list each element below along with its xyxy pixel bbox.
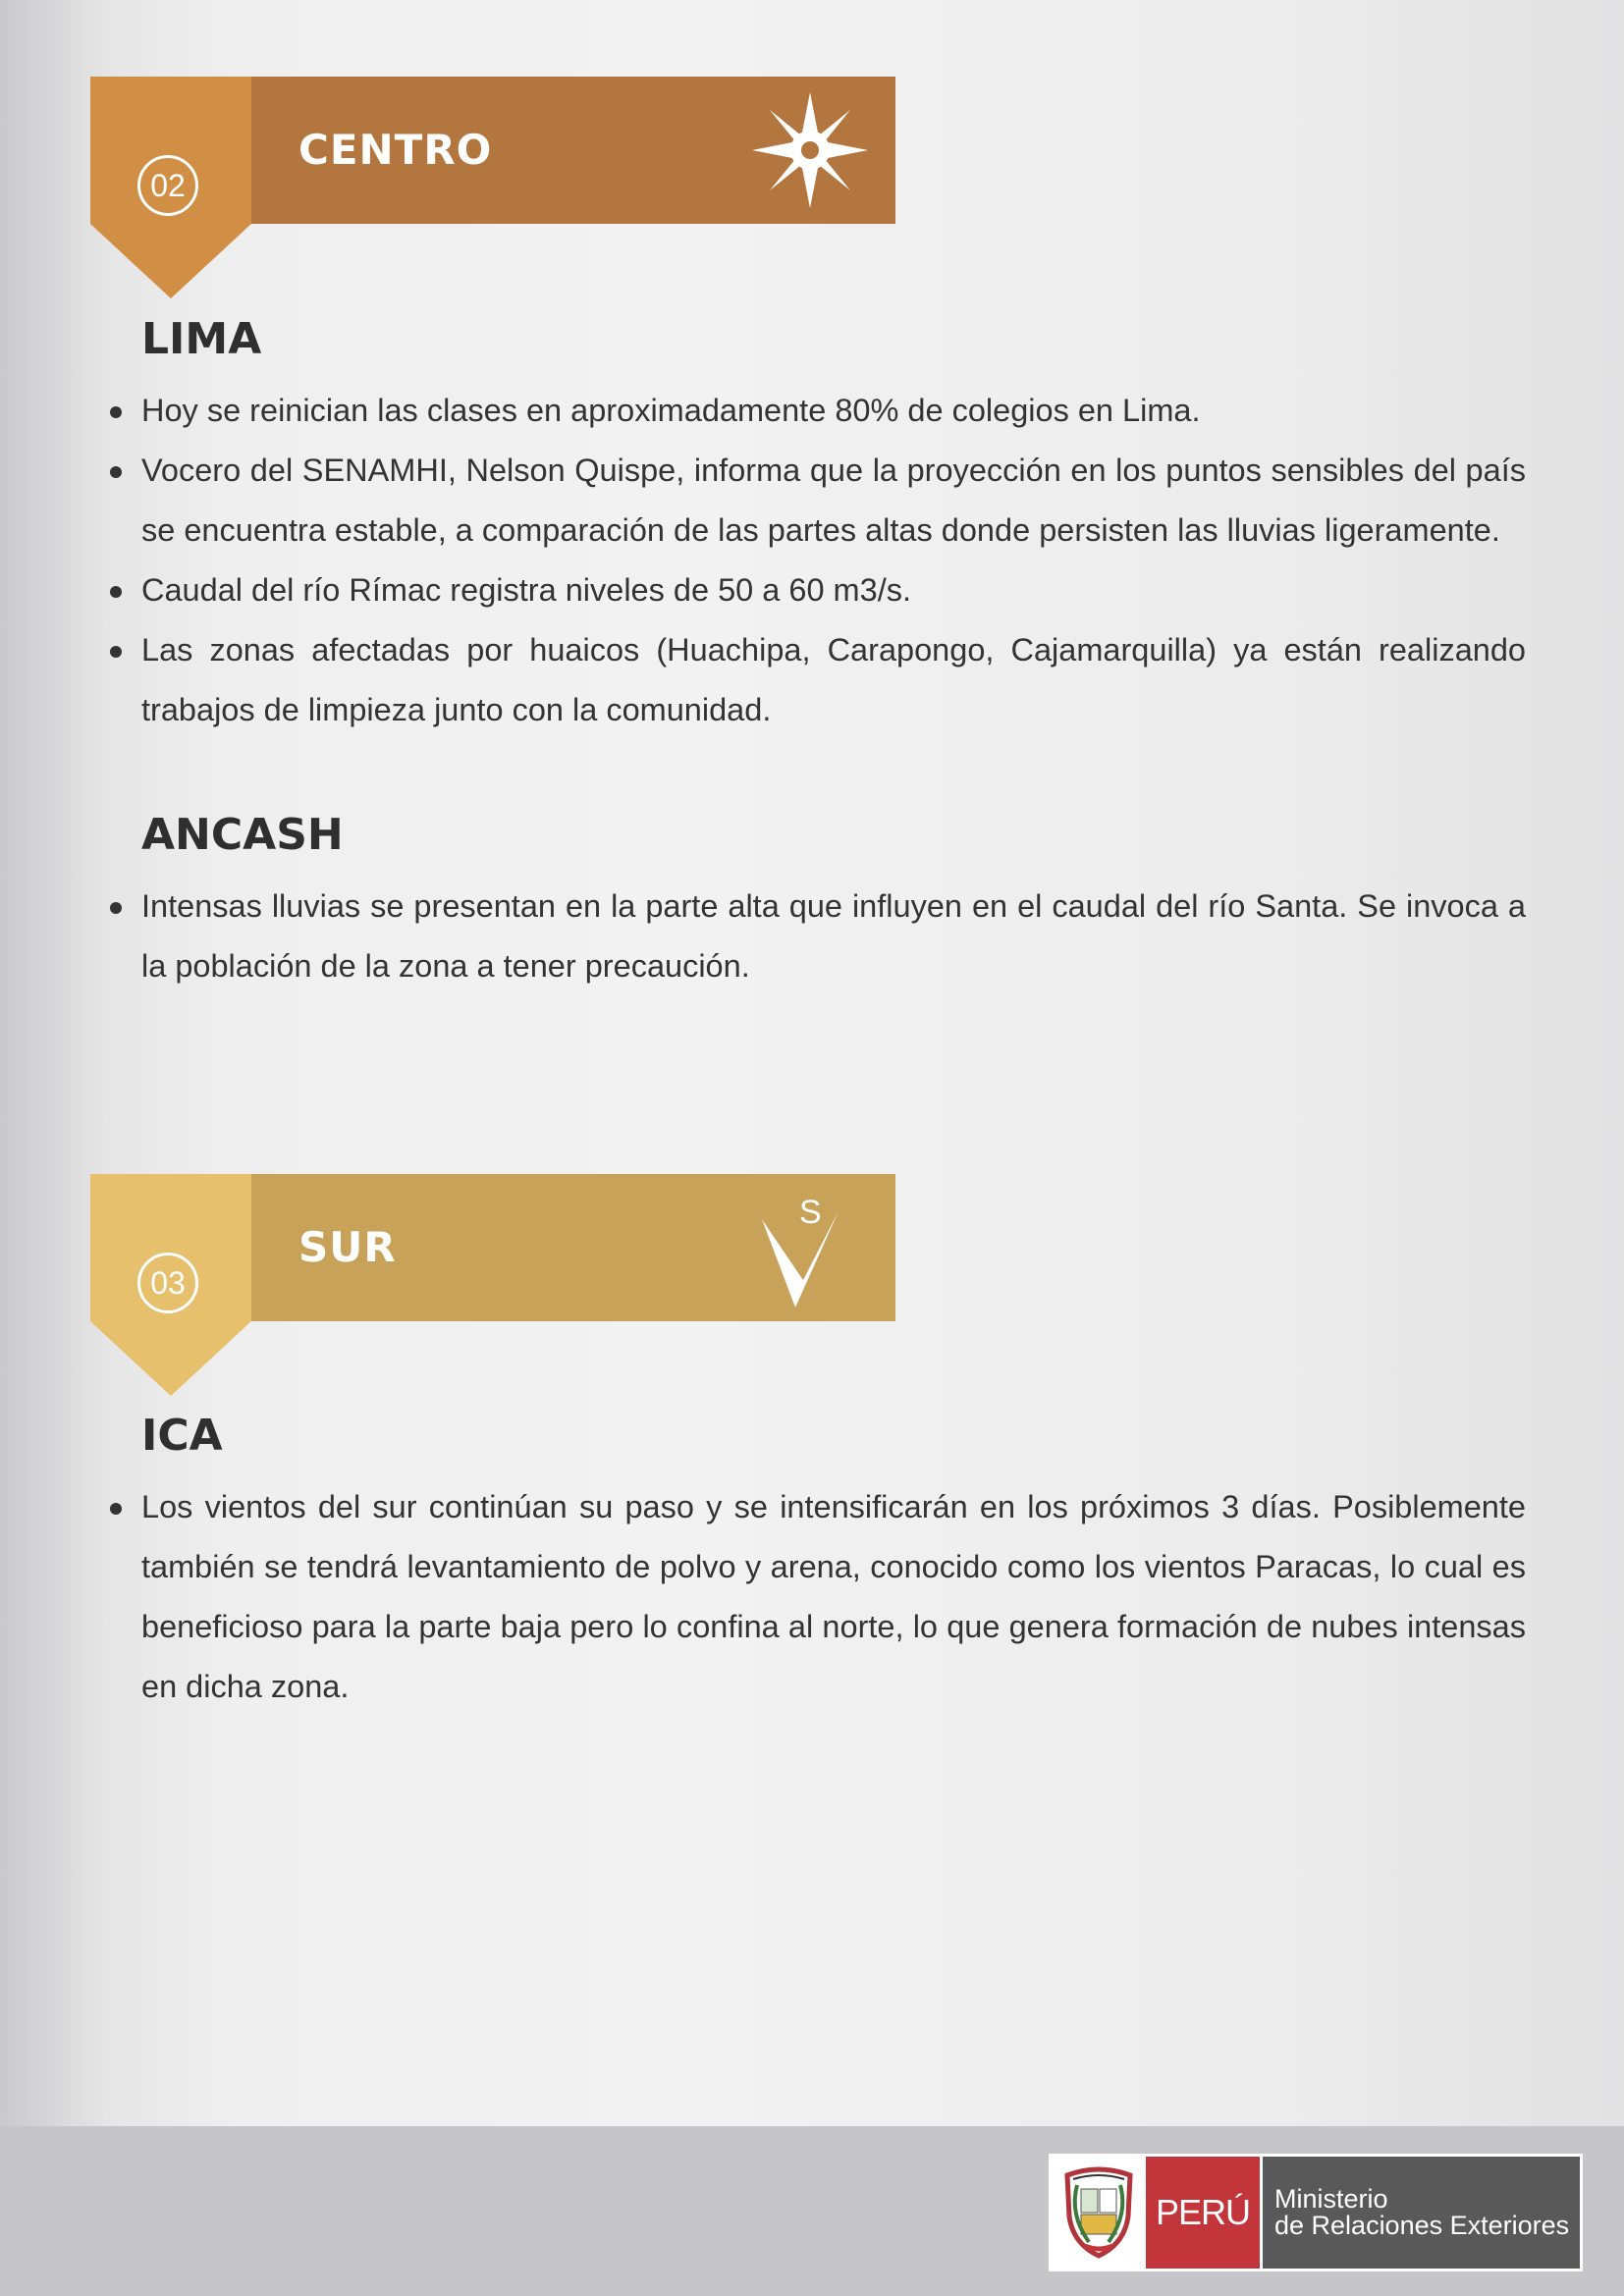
icon-letter: S <box>799 1194 822 1231</box>
section-header-sur <box>90 1174 895 1321</box>
region-lima <box>141 312 1526 740</box>
list-item: Las zonas afectadas por huaicos (Huachipa, Carapongo, Cajamarquilla) ya están realizando trabajos de limpieza junto con la comunidad. <box>141 620 1526 740</box>
section-tab-pointer <box>90 224 251 298</box>
section-tab-pointer <box>90 1321 251 1396</box>
shield-container <box>1052 2157 1146 2269</box>
bullet-list <box>141 381 1526 740</box>
country-label: PERÚ <box>1146 2157 1260 2269</box>
region-title: ICA <box>141 1411 223 1461</box>
compass-rose-icon <box>748 88 872 212</box>
bullet-list <box>141 877 1526 996</box>
section-title-bar <box>251 77 895 224</box>
ministry-line-1: Ministerio <box>1274 2184 1388 2214</box>
coat-of-arms-icon <box>1059 2165 1138 2260</box>
list-item: Los vientos del sur continúan su paso y se intensificarán en los próximos 3 días. Posiblemente también se tendrá levantamiento de polvo y arena, conocido como los vientos Paracas, lo cual es beneficioso para la parte baja pero lo confina al norte, lo que genera formación de nubes intensas en dicha zona. <box>141 1477 1526 1717</box>
ministry-name <box>1260 2157 1580 2269</box>
ministry-line-2: de Relaciones Exteriores <box>1274 2211 1570 2240</box>
list-item: Hoy se reinician las clases en aproximadamente 80% de colegios en Lima. <box>141 381 1526 441</box>
list-item: Intensas lluvias se presentan en la parte alta que influyen en el caudal del río Santa. Se invoca a la población de la zona a tener precaución. <box>141 877 1526 996</box>
section-number: 03 <box>137 1253 198 1313</box>
section-header-centro <box>90 77 895 224</box>
region-ancash <box>141 808 1526 996</box>
bullet-list <box>141 1477 1526 1717</box>
section-number: 02 <box>137 155 198 216</box>
section-title: CENTRO <box>298 126 493 174</box>
region-title: LIMA <box>141 314 262 364</box>
ministry-logo <box>1049 2154 1583 2271</box>
south-arrow-icon <box>748 1186 872 1309</box>
list-item: Vocero del SENAMHI, Nelson Quispe, informa que la proyección en los puntos sensibles del país se encuentra estable, a comparación de las partes altas donde persisten las lluvias ligeramente. <box>141 441 1526 561</box>
section-number-tab <box>90 77 251 224</box>
section-number-tab <box>90 1174 251 1321</box>
section-title: SUR <box>298 1223 397 1271</box>
section-title-bar <box>251 1174 895 1321</box>
region-ica <box>141 1409 1526 1717</box>
region-title: ANCASH <box>141 810 344 860</box>
list-item: Caudal del río Rímac registra niveles de 50 a 60 m3/s. <box>141 561 1526 620</box>
